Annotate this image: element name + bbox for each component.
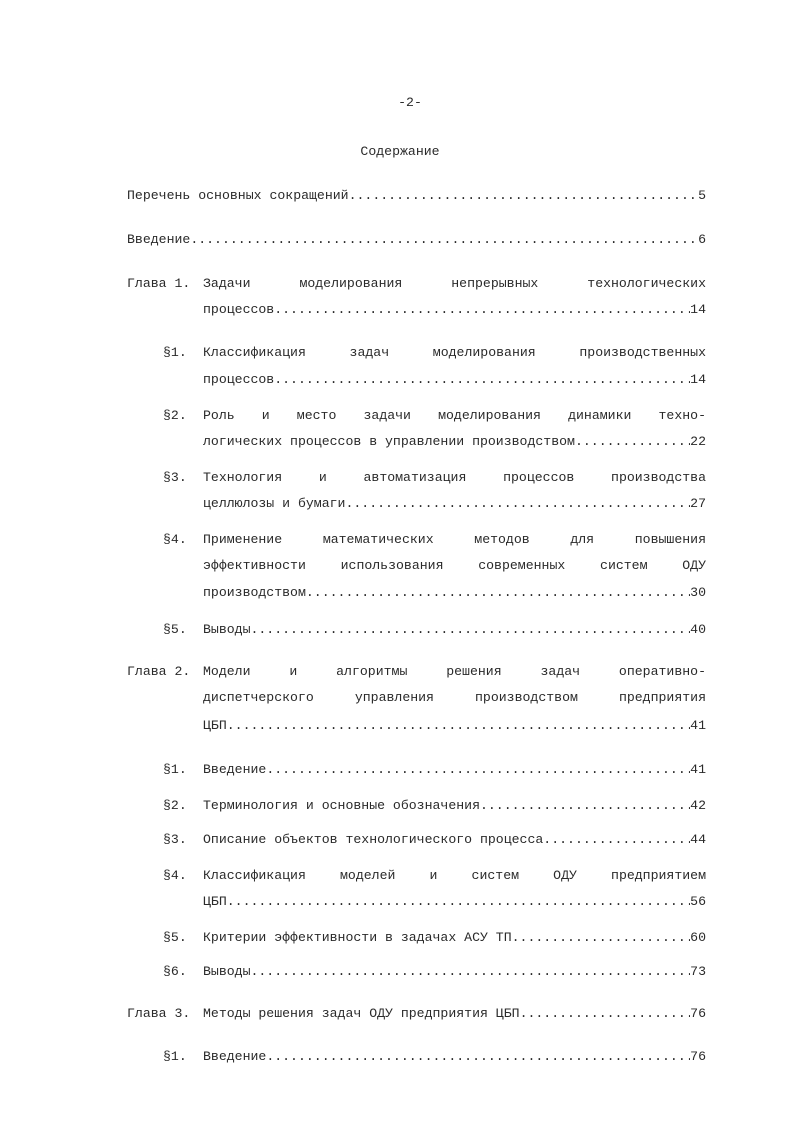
entry-page: 27: [690, 496, 706, 511]
entry-title-line: Технология и автоматизация процессов производства: [203, 470, 706, 485]
entry-page: 41: [690, 718, 706, 733]
entry-page: 60: [690, 930, 706, 945]
toc-entry[interactable]: [127, 188, 706, 204]
entry-page: 42: [690, 798, 706, 813]
entry-page: 41: [690, 762, 706, 777]
entry-page: 40: [690, 622, 706, 637]
entry-title: Терминология и основные обозначения: [203, 798, 480, 813]
toc-entry[interactable]: [203, 585, 706, 601]
entry-title: Перечень основных сокращений: [127, 188, 349, 203]
dot-leader: [250, 622, 690, 638]
toc-entry[interactable]: [203, 718, 706, 734]
entry-title: логических процессов в управлении производством: [203, 434, 575, 449]
dot-leader: [227, 718, 690, 734]
entry-prefix: §2.: [163, 408, 187, 423]
entry-title-line: диспетчерского управления производством предприятия: [203, 690, 706, 705]
dot-leader: [480, 798, 690, 814]
dot-leader: [274, 302, 690, 318]
dot-leader: [306, 585, 690, 601]
entry-title: Введение: [203, 762, 267, 777]
entry-prefix: Глава 2.: [127, 664, 191, 679]
entry-title: Выводы: [203, 622, 251, 637]
toc-entry[interactable]: [203, 302, 706, 318]
entry-title-line: Классификация моделей и систем ОДУ предприятием: [203, 868, 706, 883]
toc-entry[interactable]: [203, 434, 706, 450]
entry-page: 44: [690, 832, 706, 847]
toc-entry[interactable]: [203, 1006, 706, 1022]
page-title: Содержание: [360, 144, 440, 159]
entry-prefix: §3.: [163, 832, 187, 847]
toc-entry[interactable]: [203, 622, 706, 638]
entry-page: 56: [690, 894, 706, 909]
entry-title: ЦБП: [203, 718, 227, 733]
toc-entry[interactable]: [203, 496, 706, 512]
entry-page: 30: [690, 585, 706, 600]
entry-prefix: §1.: [163, 762, 187, 777]
dot-leader: [227, 894, 690, 910]
entry-title-line: Классификация задач моделирования производственных: [203, 345, 706, 360]
dot-leader: [345, 496, 690, 512]
entry-title: процессов: [203, 372, 275, 387]
entry-title: Методы решения задач ОДУ предприятия ЦБП: [203, 1006, 520, 1021]
entry-prefix: §6.: [163, 964, 187, 979]
entry-page: 14: [690, 302, 706, 317]
entry-prefix: §3.: [163, 470, 187, 485]
entry-page: 6: [698, 232, 706, 247]
entry-page: 22: [690, 434, 706, 449]
entry-prefix: §1.: [163, 1049, 187, 1064]
entry-prefix: §2.: [163, 798, 187, 813]
entry-title-line: Задачи моделирования непрерывных технологических: [203, 276, 706, 291]
entry-title: ЦБП: [203, 894, 227, 909]
dot-leader: [520, 1006, 691, 1022]
entry-page: 14: [690, 372, 706, 387]
entry-prefix: §4.: [163, 532, 187, 547]
dot-leader: [349, 188, 698, 204]
entry-title: производством: [203, 585, 306, 600]
entry-title: Критерии эффективности в задачах АСУ ТП: [203, 930, 512, 945]
dot-leader: [190, 232, 698, 248]
entry-title: Описание объектов технологического процесса: [203, 832, 544, 847]
entry-page: 73: [690, 964, 706, 979]
entry-page: 76: [690, 1006, 706, 1021]
entry-prefix: §1.: [163, 345, 187, 360]
dot-leader: [543, 832, 690, 848]
toc-entry[interactable]: [203, 894, 706, 910]
entry-title-line: Модели и алгоритмы решения задач оперативно-: [203, 664, 706, 679]
entry-title-line: Роль и место задачи моделирования динамики техно-: [203, 408, 706, 423]
dot-leader: [274, 372, 690, 388]
entry-title: целлюлозы и бумаги: [203, 496, 346, 511]
entry-page: 76: [690, 1049, 706, 1064]
toc-entry[interactable]: [203, 798, 706, 814]
toc-entry[interactable]: [203, 762, 706, 778]
entry-prefix: §5.: [163, 930, 187, 945]
dot-leader: [575, 434, 690, 450]
entry-prefix: Глава 1.: [127, 276, 191, 291]
toc-entry[interactable]: [203, 964, 706, 980]
page-number: -2-: [398, 95, 422, 110]
toc-entry[interactable]: [203, 1049, 706, 1065]
dot-leader: [512, 930, 691, 946]
dot-leader: [250, 964, 690, 980]
entry-title: Выводы: [203, 964, 251, 979]
entry-title: процессов: [203, 302, 275, 317]
entry-title-line: Применение математических методов для повышения: [203, 532, 706, 547]
entry-prefix: §5.: [163, 622, 187, 637]
entry-title: Введение: [127, 232, 191, 247]
dot-leader: [266, 762, 690, 778]
entry-prefix: §4.: [163, 868, 187, 883]
entry-page: 5: [698, 188, 706, 203]
toc-entry[interactable]: [203, 372, 706, 388]
entry-prefix: Глава 3.: [127, 1006, 191, 1021]
toc-entry[interactable]: [203, 930, 706, 946]
toc-entry[interactable]: [203, 832, 706, 848]
toc-entry[interactable]: [127, 232, 706, 248]
dot-leader: [266, 1049, 690, 1065]
entry-title-line: эффективности использования современных систем ОДУ: [203, 558, 706, 573]
entry-title: Введение: [203, 1049, 267, 1064]
